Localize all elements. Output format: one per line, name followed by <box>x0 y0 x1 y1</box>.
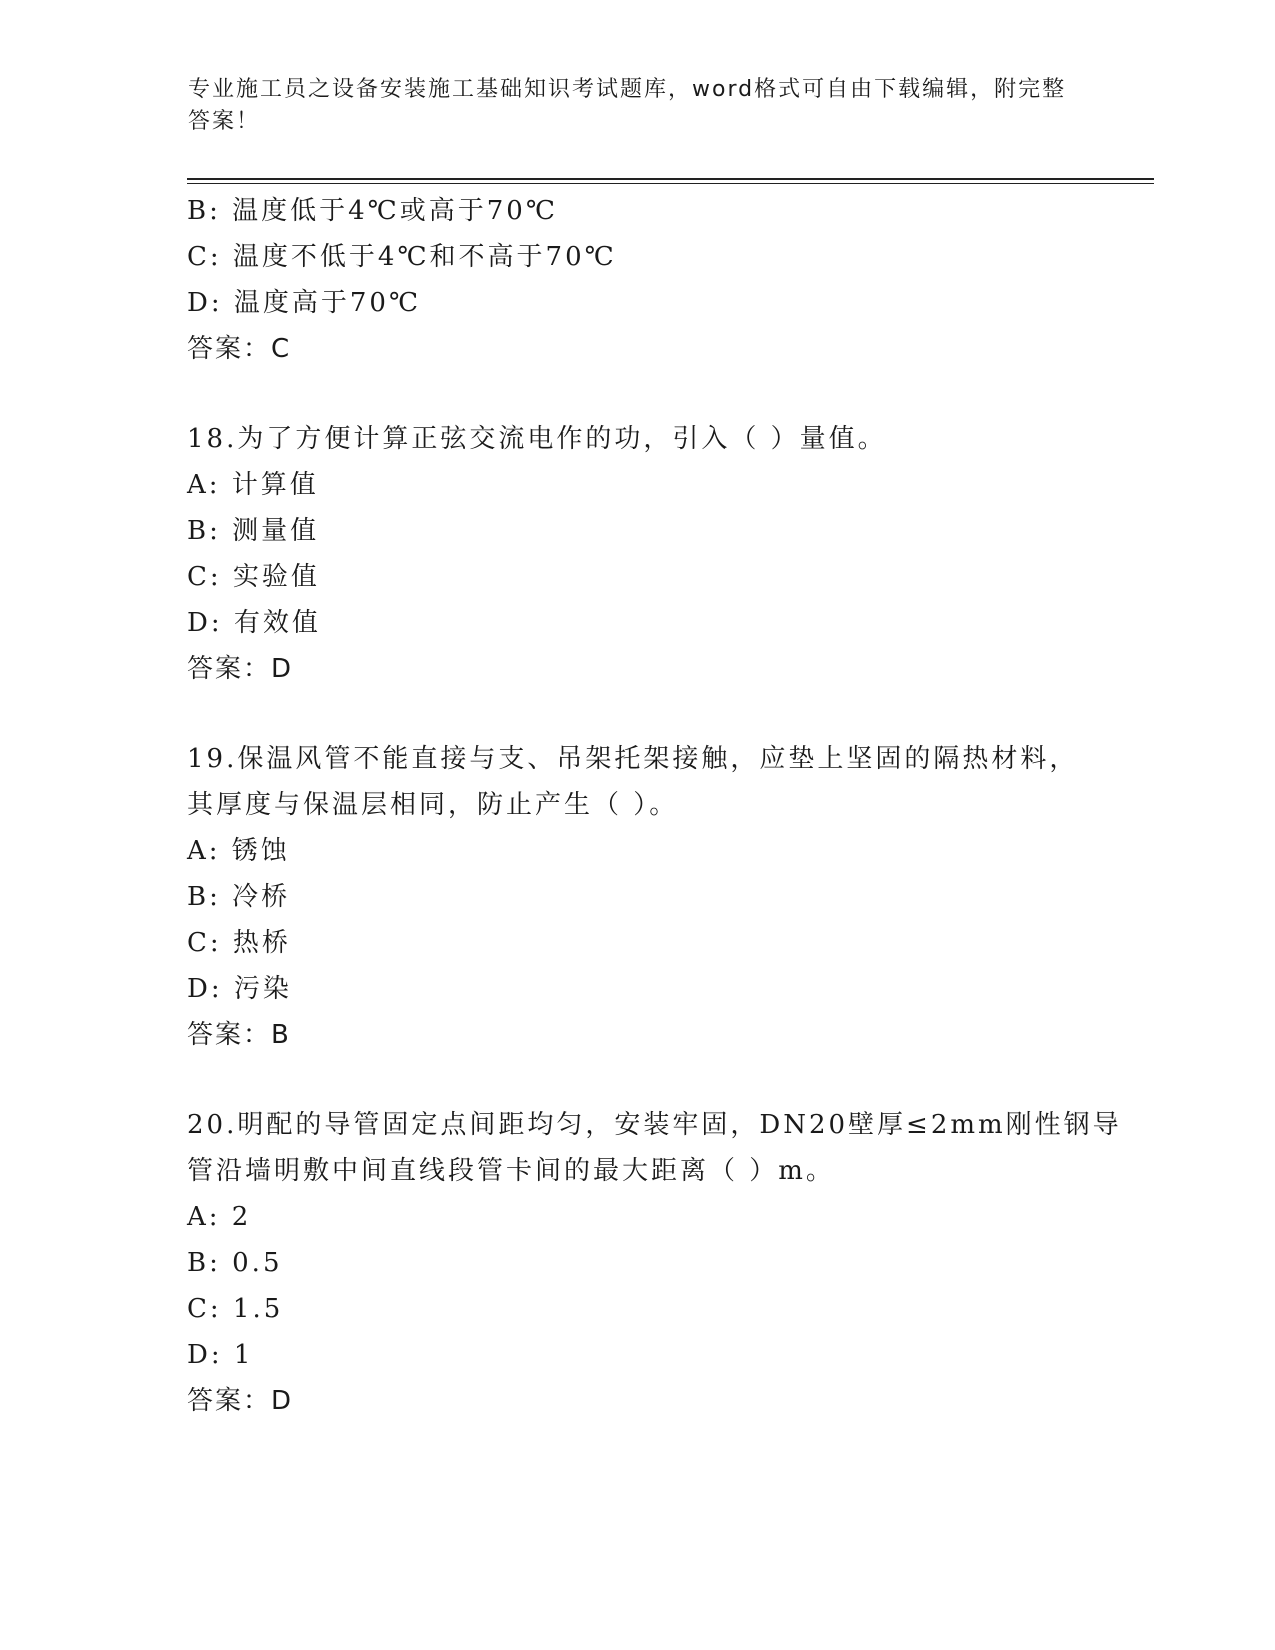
option-b: B: 冷桥 <box>187 882 291 912</box>
option-a: A: 锈蚀 <box>187 836 290 866</box>
spacer <box>187 372 1087 416</box>
option-d: D: 温度高于70℃ <box>187 288 422 318</box>
option-d: D: 污染 <box>187 974 292 1004</box>
question-18 <box>187 416 1087 692</box>
option-c: C: 热桥 <box>187 928 291 958</box>
option-a: A: 计算值 <box>187 470 319 500</box>
question-text: 18.为了方便计算正弦交流电作的功，引入（ ）量值。 <box>187 424 887 454</box>
answer-line: 答案：B <box>187 1020 291 1050</box>
option-c: C: 1.5 <box>187 1294 284 1324</box>
option-b: B: 温度低于4℃或高于70℃ <box>187 196 558 226</box>
question-17-continued <box>187 188 1087 372</box>
question-text-line-1: 19.保温风管不能直接与支、吊架托架接触，应垫上坚固的隔热材料， <box>187 744 1079 774</box>
question-text-line-2: 其厚度与保温层相同，防止产生（ ）。 <box>187 790 679 820</box>
spacer <box>187 1058 1087 1102</box>
answer-line: 答案：D <box>187 654 294 684</box>
question-text-line-2: 管沿墙明敷中间直线段管卡间的最大距离（ ）m。 <box>187 1156 835 1186</box>
question-20 <box>187 1102 1122 1424</box>
option-c: C: 实验值 <box>187 562 320 592</box>
option-d: D: 有效值 <box>187 608 321 638</box>
header-divider-thin <box>187 183 1154 184</box>
question-19 <box>187 736 1087 1058</box>
option-b: B: 测量值 <box>187 516 320 546</box>
question-text-line-1: 20.明配的导管固定点间距均匀，安装牢固，DN20壁厚≤2mm刚性钢导 <box>187 1110 1122 1140</box>
answer-line: 答案：D <box>187 1386 294 1416</box>
document-header: 专业施工员之设备安装施工基础知识考试题库，word格式可自由下载编辑，附完整答案！ <box>188 77 1067 134</box>
option-c: C: 温度不低于4℃和不高于70℃ <box>187 242 617 272</box>
question-list <box>187 188 1122 1424</box>
option-b: B: 0.5 <box>187 1248 283 1278</box>
answer-line: 答案：C <box>187 334 292 364</box>
spacer <box>187 692 1087 736</box>
header-divider-thick <box>187 178 1154 180</box>
option-a: A: 2 <box>187 1202 252 1232</box>
option-d: D: 1 <box>187 1340 254 1370</box>
